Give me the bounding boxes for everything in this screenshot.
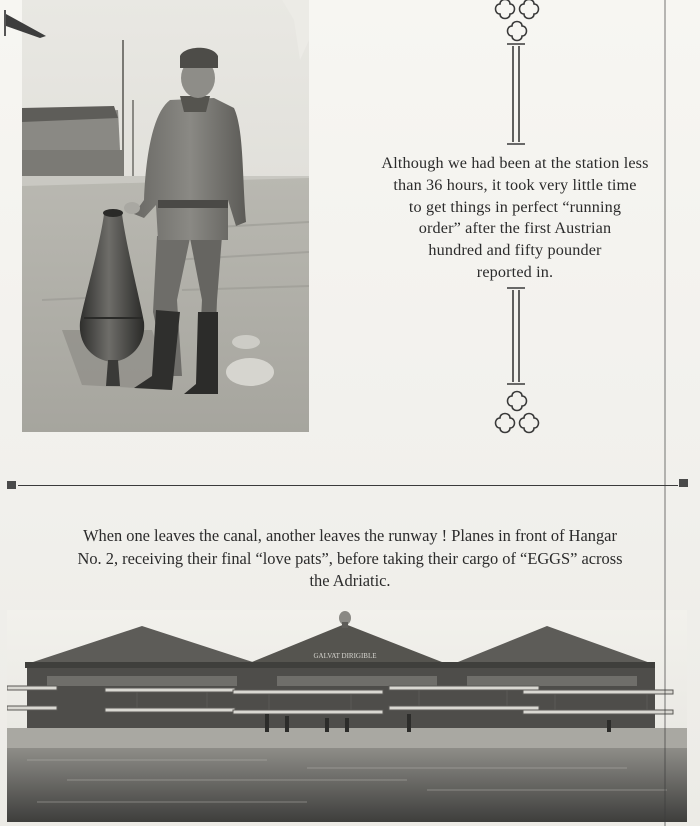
photo-caption-right [330, 153, 700, 284]
ornament-bottom-icon [494, 284, 546, 440]
caption-line: order” after the first Austrian [418, 219, 612, 238]
ornament-top-icon [494, 0, 546, 150]
page-edge-shadow [664, 0, 666, 826]
caption-line: When one leaves the canal, another leaves the runway ! Planes in front of Hangar [83, 526, 617, 545]
separator-mark-left [7, 481, 16, 489]
caption-line: reported in. [476, 262, 554, 281]
photo-caption-bottom [0, 525, 700, 593]
hangar-sign-text: GALVAT DIRIGIBLE [313, 652, 377, 660]
soldier-photo [22, 0, 309, 432]
section-separator [18, 485, 678, 486]
separator-mark-right [679, 479, 688, 487]
caption-line: Although we had been at the station less [381, 154, 649, 172]
caption-line: No. 2, receiving their final “love pats”, before taking their cargo of “EGGS” across [77, 548, 623, 568]
flag-mark-icon [0, 6, 48, 38]
caption-line: hundred and fifty pounder [428, 241, 602, 260]
caption-line: to get things in perfect “running [408, 197, 622, 216]
hangar-photo [7, 610, 687, 822]
caption-line: than 36 hours, it took very little time [393, 175, 637, 194]
caption-line: the Adriatic. [309, 571, 391, 590]
